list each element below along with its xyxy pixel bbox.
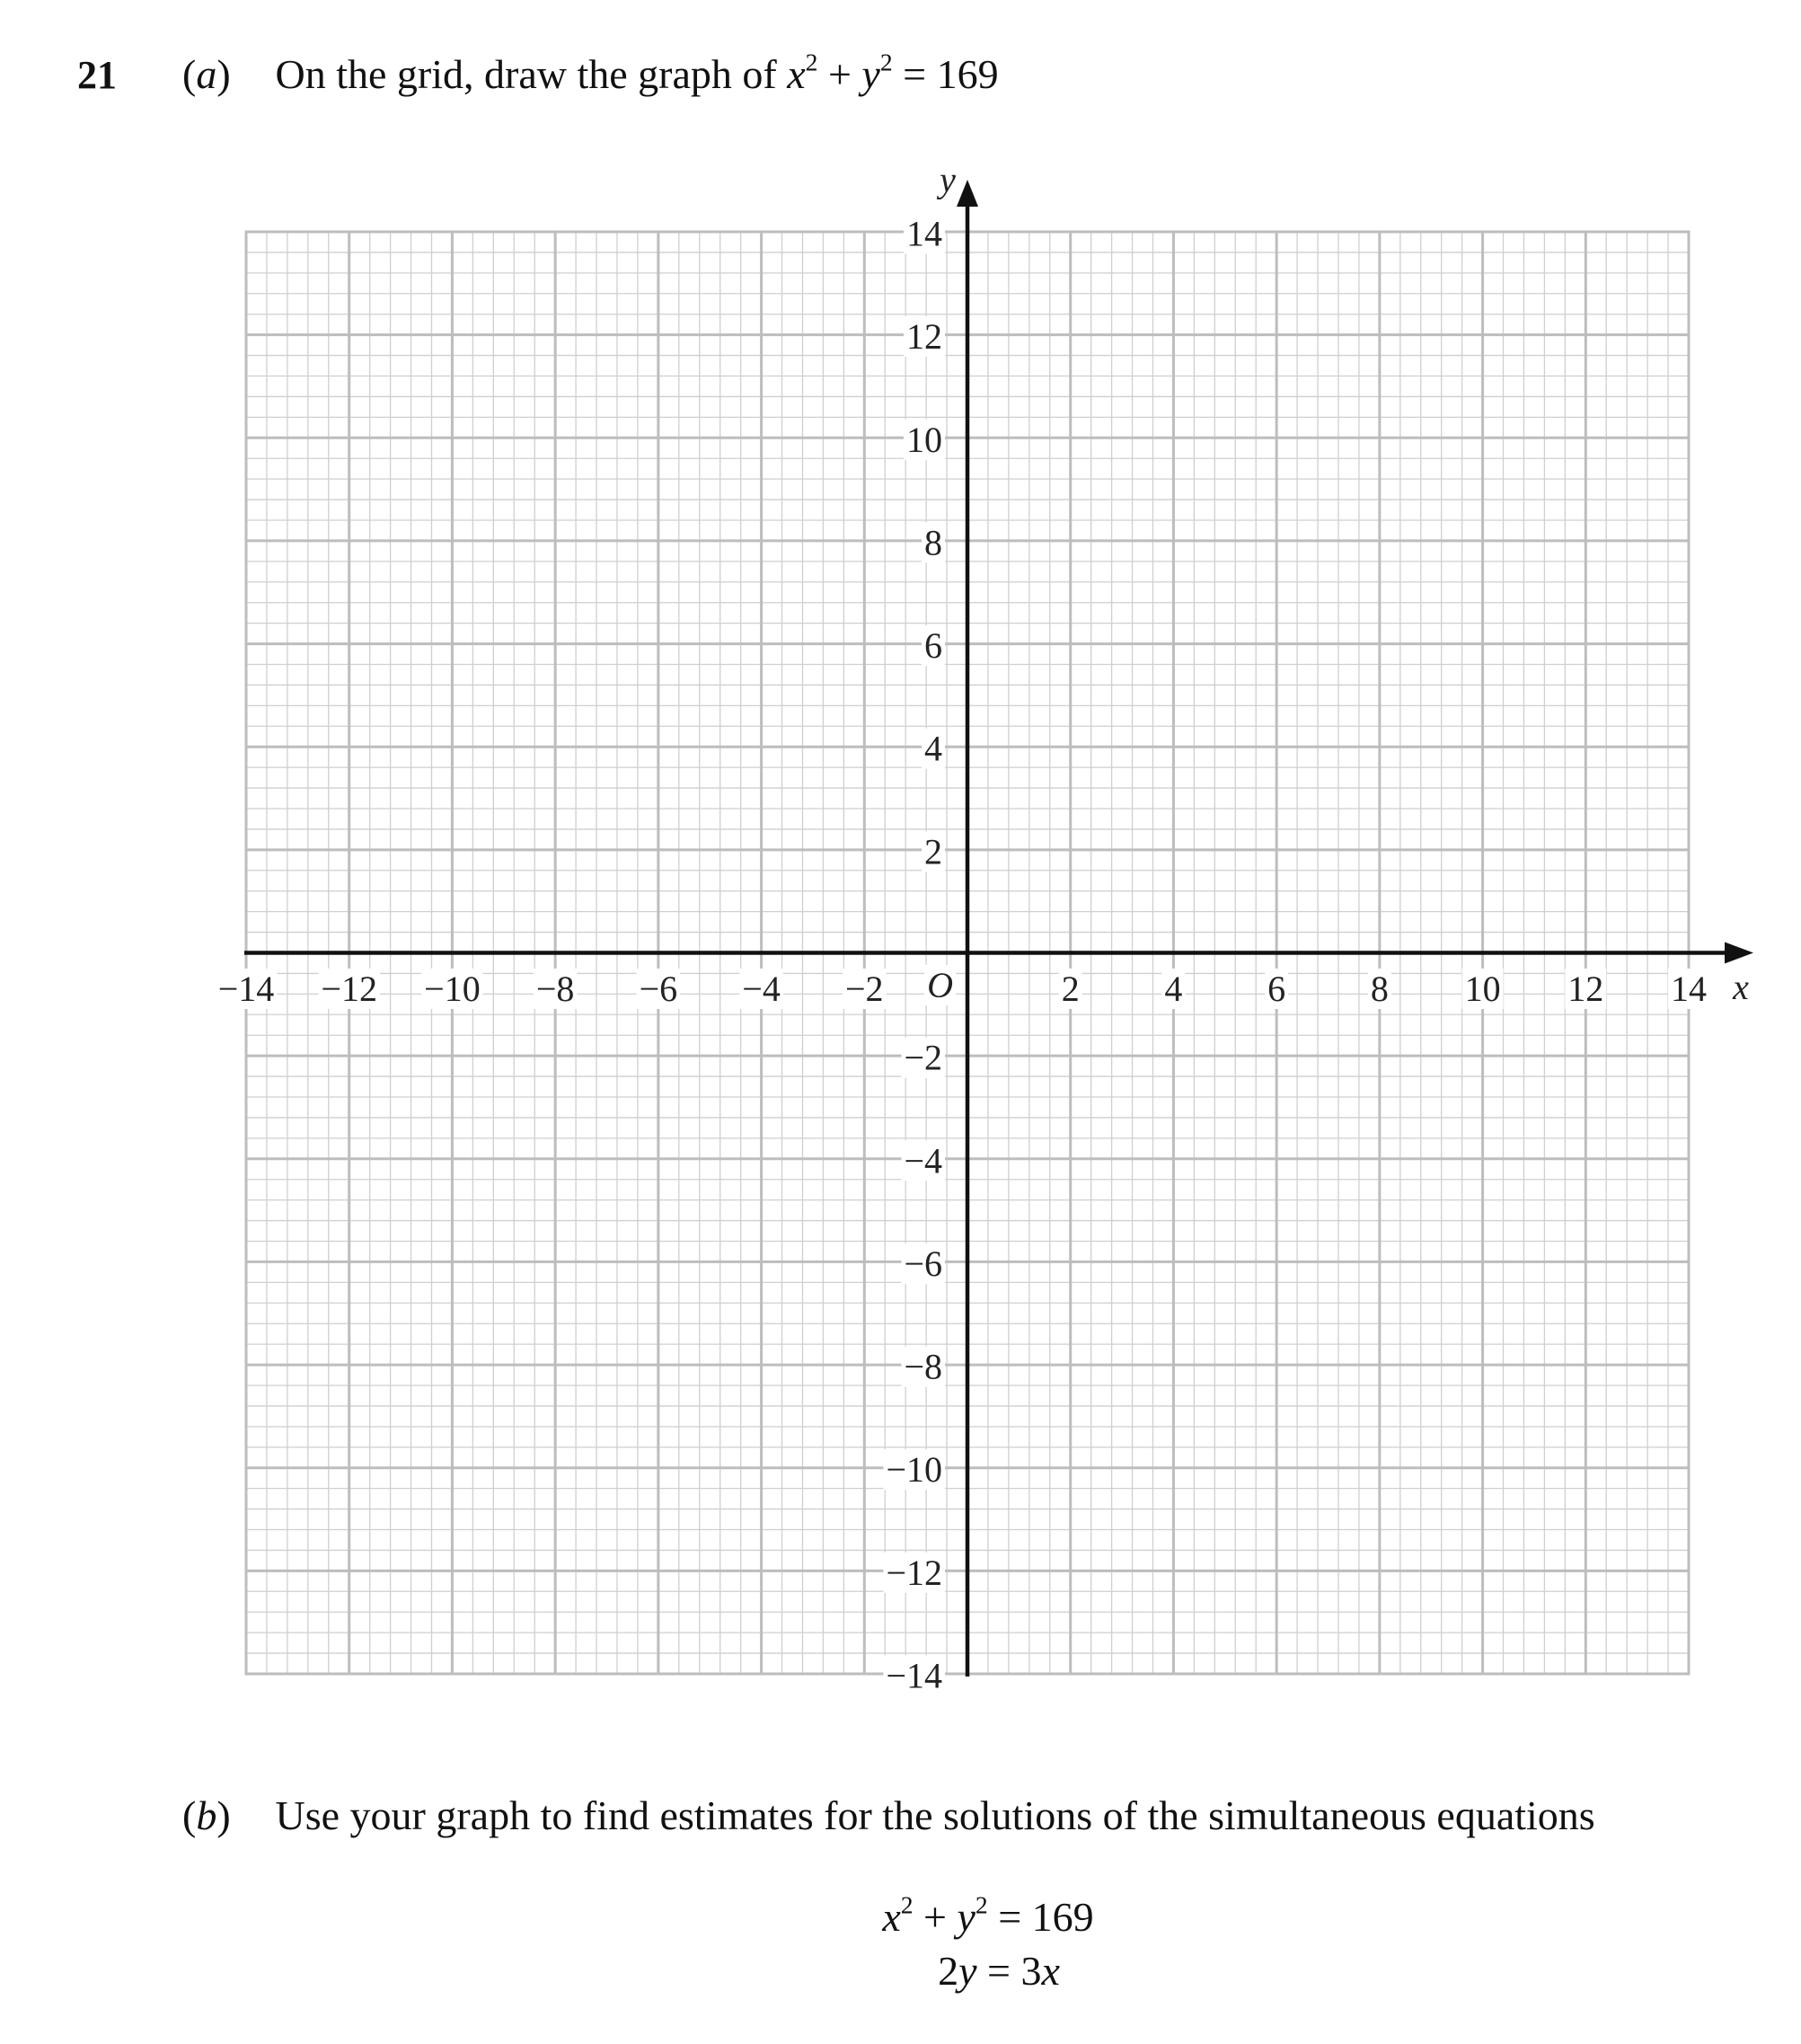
y-tick-label: 4: [924, 728, 942, 769]
y-tick-label-group: [883, 1553, 945, 1593]
x-tick-label: −6: [639, 969, 678, 1009]
x-tick-label: 6: [1267, 969, 1286, 1009]
x-tick-label: −10: [424, 969, 481, 1009]
y-tick-label: −8: [904, 1346, 942, 1387]
y-tick-label-group: [901, 1347, 945, 1387]
y-tick-label: 8: [924, 522, 942, 563]
x-tick-label: 4: [1164, 969, 1183, 1009]
equation-circle: $x^2 + y^2 = 169$: [882, 1890, 1094, 1940]
x-tick-label: 10: [1464, 969, 1501, 1009]
y-tick-label-group: [922, 831, 945, 872]
part-b-label: (b): [182, 1792, 231, 1838]
x-tick-label: 2: [1061, 969, 1080, 1009]
x-tick-label: 14: [1671, 969, 1707, 1009]
y-tick-label: −6: [904, 1243, 942, 1284]
y-tick-label-group: [883, 1449, 945, 1490]
question-number: 21: [77, 53, 117, 97]
part-b-instruction: [182, 1792, 1595, 1839]
x-tick-label-group: [1462, 969, 1504, 1009]
x-tick-label: −8: [535, 969, 575, 1009]
x-tick-label-group: [1265, 969, 1288, 1009]
x-tick-label: 12: [1567, 969, 1604, 1009]
y-tick-label: 12: [906, 316, 942, 358]
y-tick-label: −12: [886, 1552, 942, 1593]
y-tick-label-group: [883, 1656, 945, 1696]
y-tick-label: −10: [886, 1449, 942, 1491]
y-axis-label-group: [936, 160, 956, 200]
x-tick-label: −4: [742, 969, 781, 1009]
x-tick-label-group: [318, 969, 380, 1009]
x-tick-label-group: [1565, 969, 1606, 1009]
y-tick-label-group: [901, 1038, 945, 1078]
x-tick-label: −12: [321, 969, 377, 1009]
x-axis-label-group: [1732, 967, 1749, 1007]
x-tick-label: −2: [845, 969, 884, 1009]
part-a-text: On the grid, draw the graph of: [275, 51, 777, 97]
origin-label-group: [924, 965, 956, 1005]
x-tick-label: −14: [217, 969, 275, 1009]
x-tick-label-group: [739, 969, 783, 1009]
x-axis-label: x: [1733, 967, 1749, 1007]
y-tick-label-group: [904, 316, 945, 357]
x-tick-label-group: [637, 969, 681, 1009]
y-tick-label: −4: [904, 1140, 942, 1181]
y-tick-label: 14: [906, 213, 942, 254]
y-tick-label-group: [922, 522, 945, 562]
y-tick-label-group: [901, 1140, 945, 1181]
y-tick-label-group: [922, 729, 945, 769]
x-tick-label-group: [1368, 969, 1391, 1009]
y-axis-arrow-icon: [957, 180, 978, 207]
y-tick-label-group: [904, 420, 945, 460]
x-axis-arrow-icon: [1725, 942, 1753, 964]
x-tick-label-group: [1161, 969, 1185, 1009]
y-tick-label-group: [904, 214, 945, 254]
x-tick-label-group: [216, 969, 278, 1009]
y-tick-label: 10: [906, 419, 942, 460]
y-tick-label: −2: [904, 1037, 942, 1078]
y-tick-label-group: [922, 625, 945, 666]
x-tick-label-group: [1059, 969, 1082, 1009]
y-tick-label: 6: [924, 625, 942, 667]
x-tick-label-group: [1668, 969, 1709, 1009]
y-axis-label: y: [940, 159, 956, 200]
x-tick-label-group: [421, 969, 483, 1009]
simultaneous-equations: [808, 1890, 1168, 1998]
x-tick-label-group: [843, 969, 887, 1009]
part-a-label: (a): [182, 51, 231, 97]
x-tick-label: 8: [1370, 969, 1389, 1009]
y-tick-label: 2: [924, 831, 942, 872]
equation-line: 2y = 3x: [938, 1948, 1060, 1994]
y-tick-label: −14: [886, 1655, 942, 1696]
part-a-equation: $x^2 + y^2 = 169$: [787, 48, 999, 97]
part-b-text: Use your graph to find estimates for the solutions of the simultaneous equations: [275, 1792, 1595, 1838]
y-tick-label-group: [901, 1243, 945, 1284]
x-tick-label-group: [534, 969, 578, 1009]
origin-label: O: [927, 965, 953, 1005]
